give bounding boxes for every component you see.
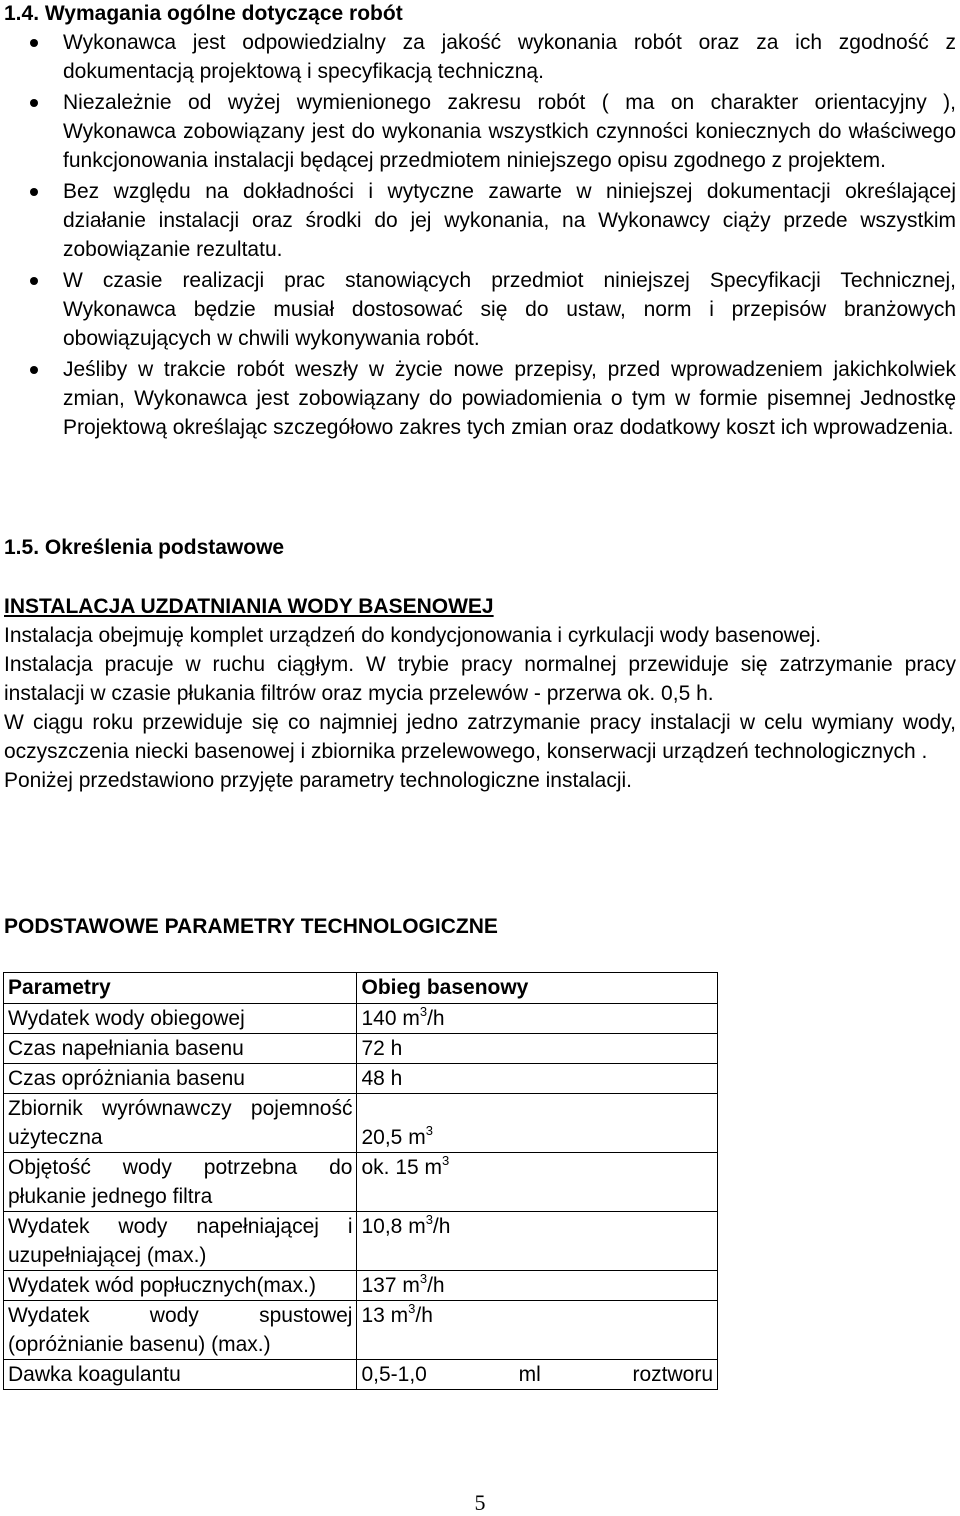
value-text: 48 h [361,1067,403,1090]
parameter-name: Wydatek wód popłucznych(max.) [4,1271,357,1301]
list-item [0,355,956,442]
value-text: 13 m [361,1304,409,1327]
table-row [4,1301,718,1360]
parameter-value [357,1212,718,1271]
parameter-value [357,1153,718,1212]
installation-description [4,621,956,795]
value-exponent: 3 [425,1212,433,1227]
value-text: 10,8 m [361,1215,426,1238]
table-row [4,1212,718,1271]
parameter-name: Wydatek wody obiegowej [4,1004,357,1034]
parameters-table [3,972,718,1390]
table-row [4,1153,718,1212]
list-item-text: Jeśliby w trakcie robót weszły w życie nowe przepisy, przed wprowadzeniem jakichkolwiek zmian, Wykonawca jest zobowiązany do powiadomienia o tym w formie pisemnej Jednostkę Projektową określając szczegółowo zakres tych zmian oraz dodatkowy koszt ich wprowadzenia. [63,358,956,439]
paragraph: W ciągu roku przewiduje się co najmniej jedno zatrzymanie pracy instalacji w celu wymiany wody, oczyszczenia niecki basenowej i zbiornika przelewowego, konserwacji urządzeń technologicznych . [4,711,956,763]
parameter-value [357,1064,718,1094]
bullet-icon [30,99,38,107]
list-item [0,177,956,264]
table-header-row [4,973,718,1004]
value-unit-suffix: /h [427,1007,445,1030]
value-exponent: 3 [419,1271,428,1286]
value-text: 20,5 m [361,1126,426,1149]
parameter-value [357,1094,718,1153]
value-exponent: 3 [425,1123,433,1138]
section-heading-1-5: 1.5. Określenia podstawowe [4,536,285,559]
parameter-name: Objętość wody potrzebna do płukanie jednego filtra [4,1153,357,1212]
table-row [4,1094,718,1153]
parameter-name: Wydatek wody spustowej (opróżnianie basenu) (max.) [4,1301,357,1360]
list-item-text: Wykonawca jest odpowiedzialny za jakość wykonania robót oraz za ich zgodność z dokumentacją projektową i specyfikacją techniczną. [63,31,956,83]
value-text: ok. 15 m [361,1156,443,1179]
parameter-name: Zbiornik wyrównawczy pojemność użyteczna [4,1094,357,1153]
list-item-text: Niezależnie od wyżej wymienionego zakresu robót ( ma on charakter orientacyjny ), Wykonawca zobowiązany jest do wykonania wszystkich czynności koniecznych do właściwego funkcjonowania instalacji będącej przedmiotem niniejszego opisu zgodnego z projektem. [63,91,956,172]
installation-title: INSTALACJA UZDATNIANIA WODY BASENOWEJ [4,595,494,618]
parameter-value [357,1004,718,1034]
parameter-value [357,1271,718,1301]
paragraph: Instalacja pracuje w ruchu ciągłym. W trybie pracy normalnej przewiduje się zatrzymanie pracy instalacji w czasie płukania filtrów oraz mycia przelewów - przerwa ok. 0,5 h. [4,653,956,705]
parameter-name: Czas opróżniania basenu [4,1064,357,1094]
parameter-value [357,1034,718,1064]
list-item [0,28,956,86]
value-text: 72 h [361,1037,403,1060]
parameter-value: 0,5-1,0 ml roztworu [357,1360,718,1390]
paragraph: Instalacja obejmuję komplet urządzeń do kondycjonowania i cyrkulacji wody basenowej. [4,624,822,647]
bullet-icon [30,39,38,47]
value-exponent: 3 [408,1301,416,1316]
table-row [4,1004,718,1034]
bullet-icon [30,188,38,196]
table-row [4,1034,718,1064]
page-number: 5 [474,1490,486,1515]
list-item [0,266,956,353]
parameter-name: Czas napełniania basenu [4,1034,357,1064]
table-row [4,1360,718,1390]
parameter-value [357,1301,718,1360]
value-text: 140 m [361,1007,420,1030]
table-row [4,1064,718,1094]
bullet-icon [30,277,38,285]
paragraph: Poniżej przedstawiono przyjęte parametry technologiczne instalacji. [4,769,632,792]
value-unit-suffix: /h [432,1215,451,1238]
column-header-pool-circuit: Obieg basenowy [357,973,718,1004]
value-unit-suffix: /h [415,1304,433,1327]
value-exponent: 3 [419,1004,428,1019]
list-item-text: Bez względu na dokładności i wytyczne zawarte w niniejszej dokumentacji określającej działanie instalacji oraz środki do jej wykonania, na Wykonawcy ciąży przede wszystkim zobowiązanie rezultatu. [63,180,956,261]
column-header-parameters: Parametry [4,973,357,1004]
parameter-name: Dawka koagulantu [4,1360,357,1390]
list-item-text: W czasie realizacji prac stanowiących przedmiot niniejszej Specyfikacji Technicznej, Wykonawca będzie musiał dostosować się do ustaw, norm i przepisów branżowych obowiązujących w chwili wykonywania robót. [63,269,956,350]
bullet-icon [30,366,38,374]
section-heading-1-4: 1.4. Wymagania ogólne dotyczące robót [4,2,403,25]
table-row [4,1271,718,1301]
requirements-list [0,28,956,444]
parameter-name: Wydatek wody napełniającej i uzupełniającej (max.) [4,1212,357,1271]
value-unit-suffix: /h [427,1274,445,1297]
value-exponent: 3 [442,1153,450,1168]
value-text: 137 m [361,1274,420,1297]
list-item [0,88,956,175]
parameters-title: PODSTAWOWE PARAMETRY TECHNOLOGICZNE [4,915,498,938]
